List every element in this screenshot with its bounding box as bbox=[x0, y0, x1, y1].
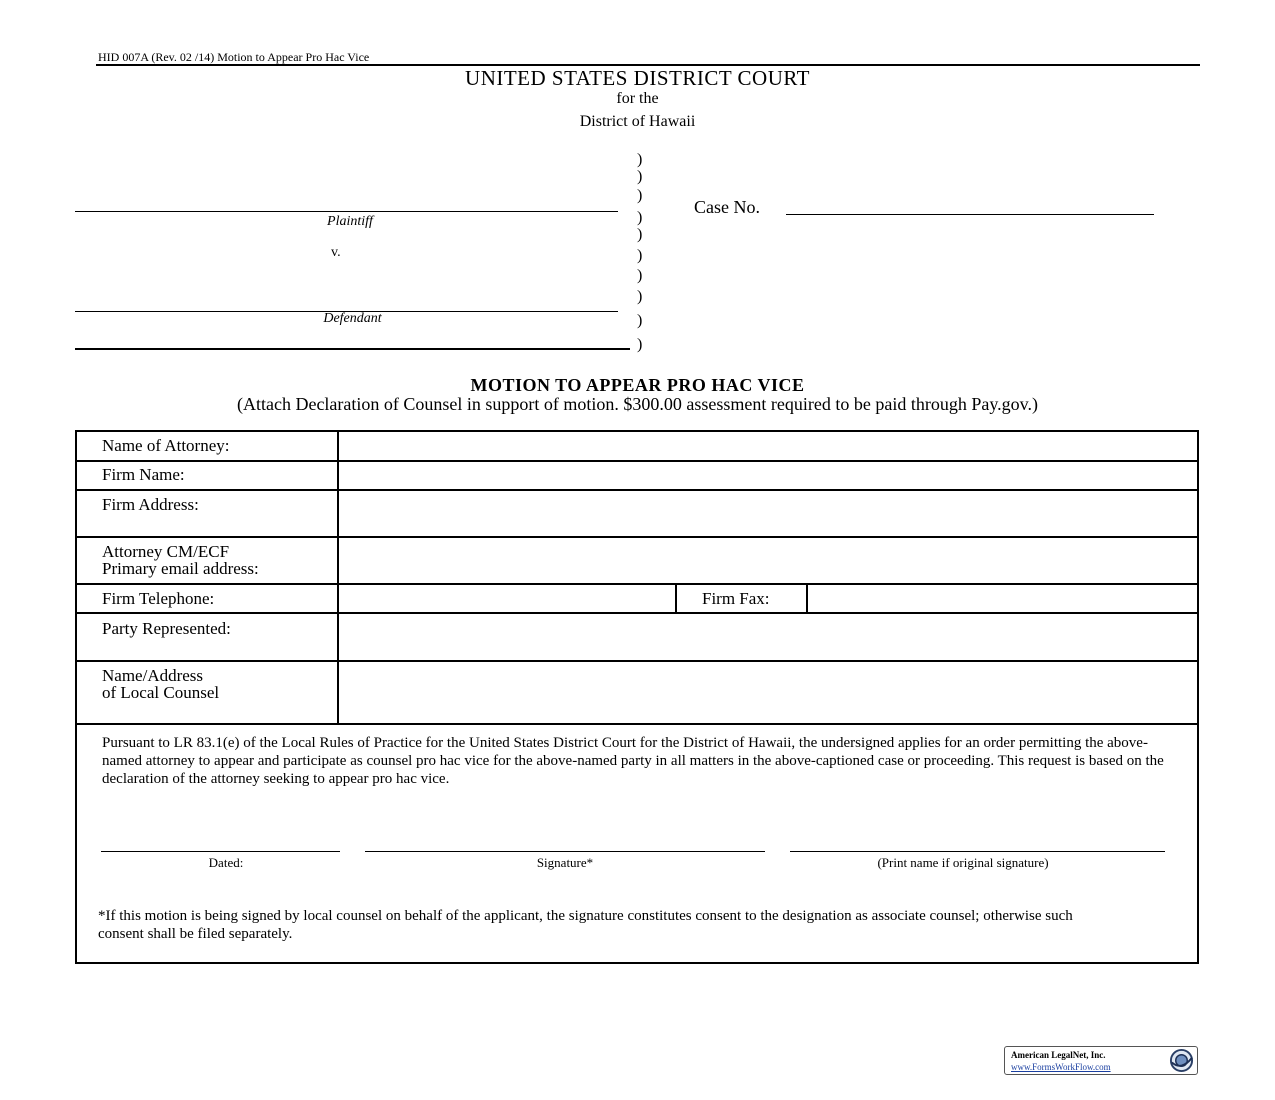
court-district: District of Hawaii bbox=[579, 113, 696, 130]
firm-fax-label: Firm Fax: bbox=[702, 589, 770, 608]
caption-paren: ) bbox=[637, 151, 643, 168]
print-name-label: (Print name if original signature) bbox=[877, 855, 1049, 870]
caption-paren: ) bbox=[637, 209, 643, 226]
party-represented-field[interactable] bbox=[341, 615, 1196, 659]
motion-paragraph: Pursuant to LR 83.1(e) of the Local Rules of Practice for the United States District Court for the District of Hawaii, the undersigned applies for an order permitting the above-named attorney to appear and participate as counsel pro hac vice for the above-named party in all matters in the above-captioned case or proceeding. This request is based on the declaration of the attorney seeking to appear pro hac vice. bbox=[102, 735, 1164, 787]
form-id: HID 007A (Rev. 02 /14) Motion to Appear Pro Hac Vice bbox=[98, 50, 370, 64]
cmecf-email-field[interactable] bbox=[341, 539, 1196, 582]
caption-paren: ) bbox=[637, 288, 643, 305]
defendant-label: Defendant bbox=[323, 311, 382, 326]
print-name-field[interactable] bbox=[790, 851, 1165, 852]
cmecf-label: Attorney CM/ECF bbox=[102, 542, 230, 561]
name-of-attorney-field[interactable] bbox=[341, 433, 1196, 459]
firm-name-field[interactable] bbox=[341, 463, 1196, 488]
row-divider bbox=[75, 660, 1199, 662]
caption-paren: ) bbox=[637, 187, 643, 204]
column-divider bbox=[337, 430, 339, 724]
logo-url-link[interactable]: www.FormsWorkFlow.com bbox=[1011, 1062, 1111, 1072]
plaintiff-label: Plaintiff bbox=[327, 214, 373, 229]
caption-paren: ) bbox=[637, 247, 643, 264]
local-counsel-field[interactable] bbox=[341, 663, 1196, 722]
caption-paren: ) bbox=[637, 267, 643, 284]
signature-label: Signature* bbox=[536, 855, 594, 870]
caption-bottom-line bbox=[75, 348, 630, 350]
party-represented-label: Party Represented: bbox=[102, 619, 231, 638]
firm-telephone-field[interactable] bbox=[341, 586, 673, 611]
caption-paren: ) bbox=[637, 336, 643, 353]
dated-field[interactable] bbox=[101, 851, 340, 852]
name-of-attorney-label: Name of Attorney: bbox=[102, 436, 230, 455]
firm-address-label: Firm Address: bbox=[102, 495, 199, 514]
caption-paren: ) bbox=[637, 168, 643, 185]
motion-subtitle: (Attach Declaration of Counsel in support of motion. $300.00 assessment required to be paid through Pay.gov.) bbox=[236, 394, 1038, 414]
consent-footnote: *If this motion is being signed by local counsel on behalf of the applicant, the signature constitutes consent to the designation as associate counsel; otherwise such consent shall be filed separately. bbox=[98, 908, 1073, 942]
row-divider bbox=[75, 489, 1199, 491]
versus-label: v. bbox=[331, 245, 341, 260]
motion-title: MOTION TO APPEAR PRO HAC VICE bbox=[470, 375, 805, 395]
row-divider bbox=[75, 723, 1199, 725]
column-divider bbox=[675, 583, 677, 613]
court-for-the: for the bbox=[616, 90, 659, 107]
dated-label: Dated: bbox=[208, 855, 244, 870]
cmecf-email-label: Primary email address: bbox=[102, 559, 259, 578]
caption-paren: ) bbox=[637, 312, 643, 329]
american-legalnet-logo[interactable] bbox=[1004, 1046, 1198, 1075]
court-title: UNITED STATES DISTRICT COURT bbox=[465, 66, 810, 90]
case-no-field[interactable] bbox=[786, 214, 1154, 215]
plaintiff-line[interactable] bbox=[75, 211, 618, 212]
firm-fax-field[interactable] bbox=[810, 586, 1196, 611]
column-divider bbox=[806, 583, 808, 613]
row-divider bbox=[75, 583, 1199, 585]
firm-telephone-label: Firm Telephone: bbox=[102, 589, 215, 608]
firm-address-field[interactable] bbox=[341, 492, 1196, 535]
firm-name-label: Firm Name: bbox=[102, 465, 185, 484]
logo-company-name: American LegalNet, Inc. bbox=[1011, 1050, 1106, 1060]
row-divider bbox=[75, 460, 1199, 462]
case-no-label: Case No. bbox=[694, 197, 760, 217]
local-counsel-label-2: of Local Counsel bbox=[102, 683, 220, 702]
signature-field[interactable] bbox=[365, 851, 765, 852]
row-divider bbox=[75, 536, 1199, 538]
globe-icon bbox=[1169, 1048, 1194, 1073]
caption-paren: ) bbox=[637, 226, 643, 243]
local-counsel-label: Name/Address bbox=[102, 666, 204, 685]
row-divider bbox=[75, 612, 1199, 614]
